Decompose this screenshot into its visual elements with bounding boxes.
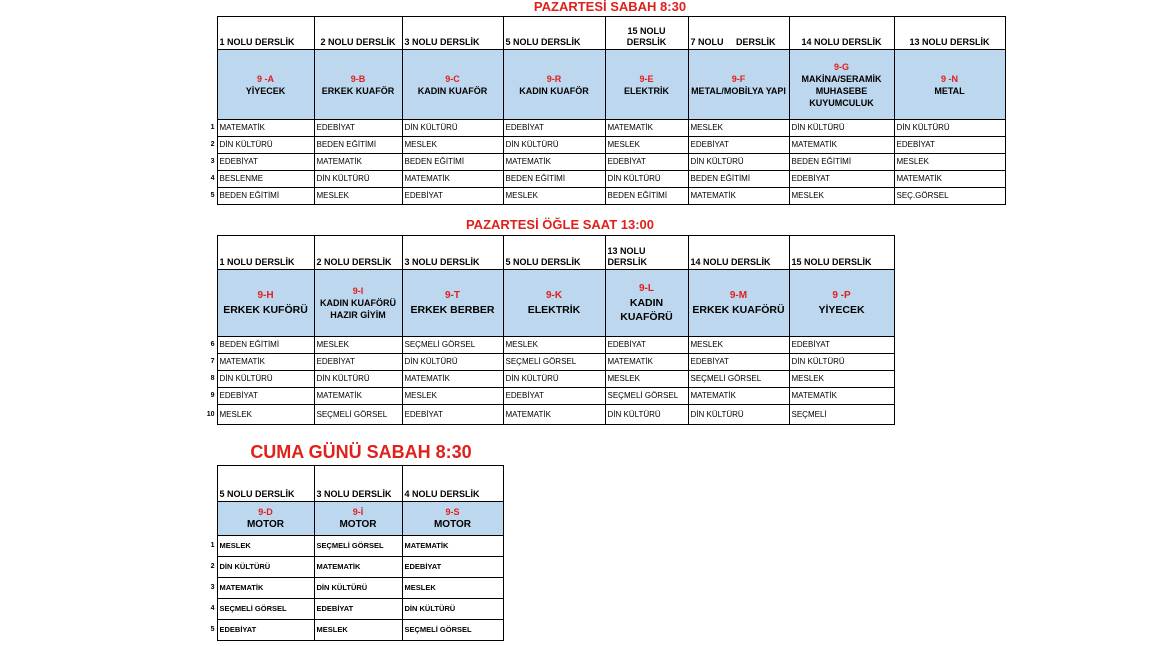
subject-cell: SEÇMELİ GÖRSEL <box>314 536 402 557</box>
class-code: 9-I <box>352 285 364 296</box>
class-cell <box>789 270 894 337</box>
class-name: KADIN KUAFÖRÜ <box>620 297 673 323</box>
subject-cell: SEÇMELİ GÖRSEL <box>217 599 314 620</box>
room-header: 13 NOLU DERSLİK <box>894 17 1005 50</box>
subject-cell: DİN KÜLTÜRÜ <box>789 354 894 371</box>
subject-cell: SEÇMELİ GÖRSEL <box>688 371 789 388</box>
subject-cell: MESLEK <box>789 188 894 205</box>
subject-cell: BEDEN EĞİTİMİ <box>217 337 314 354</box>
subject-cell: MESLEK <box>217 536 314 557</box>
subject-cell: MATEMATİK <box>314 154 402 171</box>
subject-cell: BEDEN EĞİTİMİ <box>688 171 789 188</box>
subject-cell: EDEBİYAT <box>314 599 402 620</box>
row-number: 6 <box>197 337 217 354</box>
class-name: METAL/MOBİLYA YAPI <box>691 85 786 96</box>
class-cell <box>217 270 314 337</box>
class-cell <box>217 50 314 120</box>
subject-cell: MESLEK <box>314 620 402 641</box>
class-code: 9 -P <box>832 290 851 301</box>
room-header: 5 NOLU DERSLİK <box>503 17 605 50</box>
section-title-monday-morning: PAZARTESİ SABAH 8:30 <box>533 0 687 14</box>
room-header: 4 NOLU DERSLİK <box>402 466 503 502</box>
subject-cell: BEDEN EĞİTİMİ <box>314 137 402 154</box>
class-cell <box>217 502 314 536</box>
schedule-table-monday-morning <box>197 16 1006 205</box>
subject-cell: MATEMATİK <box>402 536 503 557</box>
subject-cell: EDEBİYAT <box>314 354 402 371</box>
subject-cell: EDEBİYAT <box>605 154 688 171</box>
subject-cell: DİN KÜLTÜRÜ <box>894 120 1005 137</box>
table-row <box>197 154 1005 171</box>
subject-cell: EDEBİYAT <box>314 120 402 137</box>
subject-cell: EDEBİYAT <box>402 188 503 205</box>
class-code: 9 -A <box>256 73 274 84</box>
subject-cell: MATEMATİK <box>217 354 314 371</box>
subject-cell: EDEBİYAT <box>217 620 314 641</box>
class-cell <box>688 50 789 120</box>
class-code: 9-T <box>445 290 460 301</box>
class-code: 9-E <box>639 73 654 84</box>
subject-cell: MATEMATİK <box>503 405 605 425</box>
subject-cell: MESLEK <box>605 137 688 154</box>
class-code: 9-F <box>731 73 746 84</box>
class-cell <box>314 50 402 120</box>
row-number: 1 <box>197 536 217 557</box>
subject-cell: SEÇMELİ GÖRSEL <box>503 354 605 371</box>
subject-cell: MATEMATİK <box>402 171 503 188</box>
row-number: 2 <box>197 557 217 578</box>
subject-cell: MESLEK <box>402 137 503 154</box>
row-number: 4 <box>197 599 217 620</box>
subject-cell: DİN KÜLTÜRÜ <box>402 599 503 620</box>
subject-cell: MESLEK <box>688 337 789 354</box>
table-row <box>197 578 503 599</box>
subject-cell: SEÇMELİ GÖRSEL <box>314 405 402 425</box>
subject-cell: MATEMATİK <box>894 171 1005 188</box>
class-name: KADIN KUAFÖRÜ HAZIR GİYİM <box>320 297 396 320</box>
subject-cell: MESLEK <box>314 337 402 354</box>
class-cell <box>402 270 503 337</box>
subject-cell: MATEMATİK <box>605 120 688 137</box>
subject-cell: MATEMATİK <box>605 354 688 371</box>
subject-cell: MESLEK <box>402 388 503 405</box>
class-name: MOTOR <box>246 518 285 530</box>
subject-cell: DİN KÜLTÜRÜ <box>314 371 402 388</box>
class-name: ERKEK KUFÖRÜ <box>223 304 308 316</box>
subject-cell: BEDEN EĞİTİMİ <box>503 171 605 188</box>
subject-cell: MESLEK <box>217 405 314 425</box>
row-number: 2 <box>197 137 217 154</box>
subject-cell: MESLEK <box>503 337 605 354</box>
class-name: MOTOR <box>339 518 377 530</box>
class-cell <box>688 270 789 337</box>
subject-cell: BEDEN EĞİTİMİ <box>605 188 688 205</box>
room-header: 15 NOLU DERSLİK <box>789 236 894 270</box>
class-name: ERKEK KUAFÖRÜ <box>692 304 785 316</box>
class-name: KADIN KUAFÖR <box>519 85 589 96</box>
room-header: 5 NOLU DERSLİK <box>217 466 314 502</box>
room-header: 14 NOLU DERSLİK <box>688 236 789 270</box>
room-header: 15 NOLU DERSLİK <box>605 17 688 50</box>
class-code: 9-S <box>445 506 460 517</box>
table-row <box>197 137 1005 154</box>
table-row <box>197 388 894 405</box>
subject-cell: EDEBİYAT <box>217 154 314 171</box>
class-name: ERKEK KUAFÖR <box>321 85 395 96</box>
subject-cell: DİN KÜLTÜRÜ <box>605 171 688 188</box>
class-name: KADIN KUAFÖR <box>417 85 488 96</box>
subject-cell: EDEBİYAT <box>688 137 789 154</box>
subject-cell: MESLEK <box>894 154 1005 171</box>
subject-cell: DİN KÜLTÜRÜ <box>605 405 688 425</box>
table-row <box>197 557 503 578</box>
subject-cell: MATEMATİK <box>217 120 314 137</box>
subject-cell: MATEMATİK <box>688 388 789 405</box>
subject-cell: EDEBİYAT <box>688 354 789 371</box>
class-cell <box>789 50 894 120</box>
subject-cell: MESLEK <box>402 578 503 599</box>
subject-cell: MATEMATİK <box>314 557 402 578</box>
class-cell <box>894 50 1005 120</box>
subject-cell: SEÇMELİ GÖRSEL <box>402 620 503 641</box>
row-number: 5 <box>197 620 217 641</box>
class-name: YİYECEK <box>245 85 286 96</box>
subject-cell: MATEMATİK <box>503 154 605 171</box>
subject-cell: EDEBİYAT <box>503 388 605 405</box>
class-name: ERKEK BERBER <box>410 304 495 316</box>
subject-cell: EDEBİYAT <box>894 137 1005 154</box>
subject-cell: EDEBİYAT <box>789 171 894 188</box>
class-code: 9-L <box>639 283 654 294</box>
subject-cell: MESLEK <box>503 188 605 205</box>
row-number: 8 <box>197 371 217 388</box>
class-code: 9-R <box>546 73 562 84</box>
class-cell <box>314 502 402 536</box>
room-header: 7 NOLU DERSLİK <box>688 17 789 50</box>
table-row <box>197 536 503 557</box>
table-row <box>197 599 503 620</box>
room-header: 2 NOLU DERSLİK <box>314 17 402 50</box>
row-number: 3 <box>197 578 217 599</box>
subject-cell: DİN KÜLTÜRÜ <box>503 371 605 388</box>
class-code: 9 -N <box>940 73 958 84</box>
subject-cell: EDEBİYAT <box>605 337 688 354</box>
room-header: 3 NOLU DERSLİK <box>402 236 503 270</box>
class-cell <box>503 270 605 337</box>
row-number: 10 <box>197 405 217 425</box>
class-cell <box>605 50 688 120</box>
row-number: 9 <box>197 388 217 405</box>
table-row <box>197 405 894 425</box>
subject-cell: DİN KÜLTÜRÜ <box>217 371 314 388</box>
subject-cell: BEDEN EĞİTİMİ <box>789 154 894 171</box>
table-row <box>197 188 1005 205</box>
class-code: 9-K <box>545 290 563 301</box>
class-cell <box>402 50 503 120</box>
row-number: 3 <box>197 154 217 171</box>
subject-cell: DİN KÜLTÜRÜ <box>688 154 789 171</box>
subject-cell: DİN KÜLTÜRÜ <box>688 405 789 425</box>
subject-cell: DİN KÜLTÜRÜ <box>217 137 314 154</box>
class-cell <box>503 50 605 120</box>
subject-cell: EDEBİYAT <box>402 405 503 425</box>
subject-cell: SEÇMELİ <box>789 405 894 425</box>
subject-cell: MATEMATİK <box>314 388 402 405</box>
class-code: 9-M <box>729 290 748 301</box>
subject-cell: DİN KÜLTÜRÜ <box>402 120 503 137</box>
class-name: ELEKTRİK <box>624 85 669 96</box>
room-header: 5 NOLU DERSLİK <box>503 236 605 270</box>
room-header: 1 NOLU DERSLİK <box>217 17 314 50</box>
table-row <box>197 171 1005 188</box>
class-cell <box>402 502 503 536</box>
subject-cell: BESLENME <box>217 171 314 188</box>
row-number: 7 <box>197 354 217 371</box>
class-code: 9-C <box>445 73 460 84</box>
class-name: ELEKTRİK <box>527 304 581 316</box>
room-header: 3 NOLU DERSLİK <box>314 466 402 502</box>
subject-cell: MATEMATİK <box>789 388 894 405</box>
table-row <box>197 354 894 371</box>
class-name: YİYECEK <box>818 304 865 316</box>
room-header: 3 NOLU DERSLİK <box>402 17 503 50</box>
table-row <box>197 620 503 641</box>
row-number: 4 <box>197 171 217 188</box>
subject-cell: MESLEK <box>605 371 688 388</box>
subject-cell: DİN KÜLTÜRÜ <box>503 137 605 154</box>
class-code: 9-B <box>350 73 366 84</box>
class-cell <box>314 270 402 337</box>
section-title-monday-noon: PAZARTESİ ÖĞLE SAAT 13:00 <box>465 217 655 232</box>
subject-cell: EDEBİYAT <box>217 388 314 405</box>
class-cell <box>605 270 688 337</box>
subject-cell: MATEMATİK <box>789 137 894 154</box>
class-name: MOTOR <box>433 518 472 530</box>
room-header: 14 NOLU DERSLİK <box>789 17 894 50</box>
class-code: 9-G <box>833 61 849 72</box>
subject-cell: SEÇMELİ GÖRSEL <box>605 388 688 405</box>
subject-cell: MATEMATİK <box>217 578 314 599</box>
subject-cell: DİN KÜLTÜRÜ <box>314 171 402 188</box>
row-number: 5 <box>197 188 217 205</box>
class-name: METAL <box>934 85 965 96</box>
subject-cell: MESLEK <box>789 371 894 388</box>
subject-cell: SEÇMELİ GÖRSEL <box>402 337 503 354</box>
class-name: MAKİNA/SERAMİK MUHASEBE KUYUMCULUK <box>801 73 882 108</box>
room-header: 1 NOLU DERSLİK <box>217 236 314 270</box>
class-code: 9-H <box>257 290 274 301</box>
subject-cell: EDEBİYAT <box>789 337 894 354</box>
subject-cell: MATEMATİK <box>402 371 503 388</box>
class-code: 9-İ <box>352 506 364 517</box>
subject-cell: BEDEN EĞİTİMİ <box>217 188 314 205</box>
subject-cell: DİN KÜLTÜRÜ <box>217 557 314 578</box>
subject-cell: EDEBİYAT <box>402 557 503 578</box>
schedule-table-monday-noon <box>197 235 895 425</box>
subject-cell: DİN KÜLTÜRÜ <box>314 578 402 599</box>
subject-cell: DİN KÜLTÜRÜ <box>402 354 503 371</box>
subject-cell: MESLEK <box>688 120 789 137</box>
room-header: 13 NOLU DERSLİK <box>605 236 688 270</box>
subject-cell: DİN KÜLTÜRÜ <box>789 120 894 137</box>
table-row <box>197 371 894 388</box>
schedule-table-friday-morning <box>197 465 504 641</box>
subject-cell: MATEMATİK <box>688 188 789 205</box>
subject-cell: SEÇ.GÖRSEL <box>894 188 1005 205</box>
table-row <box>197 337 894 354</box>
subject-cell: BEDEN EĞİTİMİ <box>402 154 503 171</box>
room-header: 2 NOLU DERSLİK <box>314 236 402 270</box>
subject-cell: EDEBİYAT <box>503 120 605 137</box>
class-code: 9-D <box>258 506 273 517</box>
row-number: 1 <box>197 120 217 137</box>
subject-cell: MESLEK <box>314 188 402 205</box>
section-title-friday-morning: CUMA GÜNÜ SABAH 8:30 <box>250 442 472 462</box>
table-row <box>197 120 1005 137</box>
